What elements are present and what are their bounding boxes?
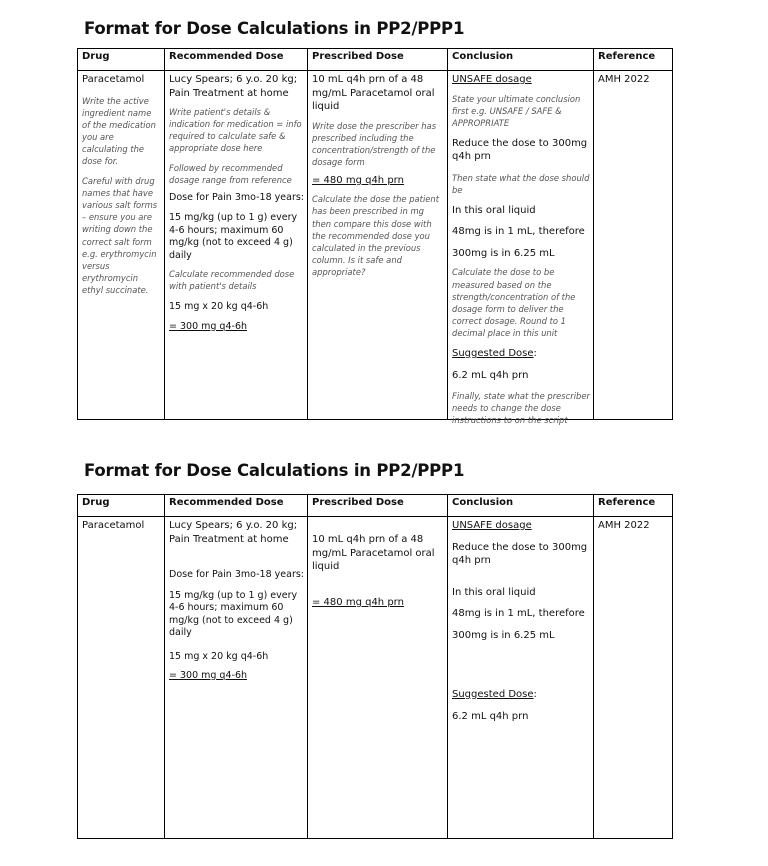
suggested-dose-label-text: Suggested Dose: [452, 348, 534, 360]
conclusion-reduce: Reduce the dose to 300mg q4h prn: [452, 137, 588, 163]
dose-calc: 15 mg x 20 kg q4-6h: [169, 301, 269, 313]
header-reference: Reference: [594, 49, 673, 71]
patient-details: Lucy Spears; 6 y.o. 20 kg; Pain Treatment at home: [169, 74, 298, 99]
recommended-dose-cell: [165, 71, 308, 420]
conclusion-liquid: In this oral liquid: [452, 204, 536, 216]
header-drug: Drug: [78, 495, 165, 517]
prescribed-dose: 10 mL q4h prn of a 48 mg/mL Paracetamol oral liquid: [312, 534, 435, 572]
dose-range: 15 mg/kg (up to 1 g) every 4-6 hours; maximum 60 mg/kg (not to exceed 4 g) daily: [169, 589, 298, 638]
drug-name: Paracetamol: [82, 74, 145, 85]
page-title-second: Format for Dose Calculations in PP2/PPP1: [84, 461, 465, 480]
drug-name: Paracetamol: [82, 520, 145, 531]
table-row: [78, 517, 673, 839]
header-conclusion: Conclusion: [448, 49, 594, 71]
conclusion-verdict: UNSAFE dosage: [452, 520, 532, 531]
drug-hint-ingredient: Write the active ingredient name of the medication you are calculating the dose for.: [82, 95, 156, 166]
recommended-hint-calc: Calculate recommended dose with patient's details: [169, 269, 295, 292]
page-title: Format for Dose Calculations in PP2/PPP1: [84, 19, 465, 38]
dose-calculation-template-table: [77, 48, 673, 426]
header-row: [78, 495, 673, 517]
conclusion-hint-dose: Then state what the dose should be: [452, 172, 590, 195]
prescribed-dose: 10 mL q4h prn of a 48 mg/mL Paracetamol oral liquid: [312, 74, 435, 112]
recommended-hint-range: Followed by recommended dosage range from reference: [169, 163, 292, 186]
dose-heading: Dose for Pain 3mo-18 years:: [169, 569, 304, 580]
header-conclusion: Conclusion: [448, 495, 594, 517]
header-prescribed-dose: Prescribed Dose: [308, 49, 448, 71]
suggested-dose: 6.2 mL q4h prn: [452, 369, 529, 381]
recommended-result: = 300 mg q4-6h: [169, 320, 248, 332]
suggested-dose: 6.2 mL q4h prn: [452, 710, 529, 722]
conclusion-liquid: In this oral liquid: [452, 586, 536, 598]
header-recommended-dose: Recommended Dose: [165, 495, 308, 517]
reference-text: AMH 2022: [598, 74, 650, 85]
suggested-dose-colon: :: [533, 689, 537, 700]
header-recommended-dose: Recommended Dose: [165, 49, 308, 71]
prescribed-hint-compare: Calculate the dose the patient has been prescribed in mg then compare this dose with the recommended dose you calculated in the previous column. Is it safe and appropriate?: [312, 194, 440, 277]
suggested-dose-label: [452, 347, 590, 361]
conclusion-concentration: 48mg is in 1 mL, therefore: [452, 226, 585, 238]
header-drug: Drug: [78, 49, 165, 71]
prescribed-result: = 480 mg q4h prn: [312, 596, 404, 608]
header-reference: Reference: [594, 495, 673, 517]
conclusion-target: 300mg is in 6.25 mL: [452, 629, 555, 641]
suggested-dose-label-text: Suggested Dose: [452, 689, 534, 700]
conclusion-hint-measure: Calculate the dose to be measured based on the strength/concentration of the dosage form to deliver the correct dosage. Round to 1 decimal place in this unit: [452, 267, 576, 338]
header-row: [78, 49, 673, 71]
reference-text: AMH 2022: [598, 520, 650, 531]
dose-calc: 15 mg x 20 kg q4-6h: [169, 650, 269, 662]
table-row: [78, 71, 673, 420]
dose-range: 15 mg/kg (up to 1 g) every 4-6 hours; maximum 60 mg/kg (not to exceed 4 g) daily: [169, 212, 298, 261]
conclusion-target: 300mg is in 6.25 mL: [452, 247, 555, 259]
conclusion-hint-prescriber: Finally, state what the prescriber needs to change the dose instructions to on the script: [452, 391, 590, 426]
recommended-dose-cell: [165, 517, 308, 839]
prescribed-dose-cell: [308, 517, 448, 839]
patient-details: Lucy Spears; 6 y.o. 20 kg; Pain Treatment at home: [169, 520, 298, 545]
suggested-dose-label: [452, 688, 590, 702]
conclusion-concentration: 48mg is in 1 mL, therefore: [452, 608, 585, 619]
dose-heading: Dose for Pain 3mo-18 years:: [169, 191, 304, 203]
conclusion-hint-verdict: State your ultimate conclusion first e.g. UNSAFE / SAFE & APPROPRIATE: [452, 93, 581, 128]
prescribed-dose-cell: [308, 71, 448, 420]
conclusion-cell: [448, 71, 594, 426]
suggested-dose-colon: :: [533, 348, 537, 360]
recommended-result: = 300 mg q4-6h: [169, 670, 248, 681]
dose-calculation-example-table: [77, 494, 673, 839]
reference-cell: [594, 71, 673, 420]
reference-cell: [594, 517, 673, 839]
conclusion-verdict: UNSAFE dosage: [452, 74, 532, 85]
header-prescribed-dose: Prescribed Dose: [308, 495, 448, 517]
conclusion-cell: [448, 517, 594, 839]
conclusion-reduce: Reduce the dose to 300mg q4h prn: [452, 541, 588, 566]
drug-cell: [78, 517, 165, 839]
prescribed-result: = 480 mg q4h prn: [312, 174, 404, 186]
drug-hint-salt-form: Careful with drug names that have various salt forms – ensure you are writing down the correct salt form e.g. erythromycin versus erythromycin ethyl succinate.: [82, 176, 158, 295]
drug-cell: [78, 71, 165, 420]
recommended-hint-patient: Write patient's details & indication for medication = info required to calculate safe & appropriate dose here: [169, 107, 302, 154]
prescribed-hint-dose: Write dose the prescriber has prescribed including the concentration/strength of the dosage form: [312, 120, 437, 167]
conclusion-content: [452, 73, 590, 426]
